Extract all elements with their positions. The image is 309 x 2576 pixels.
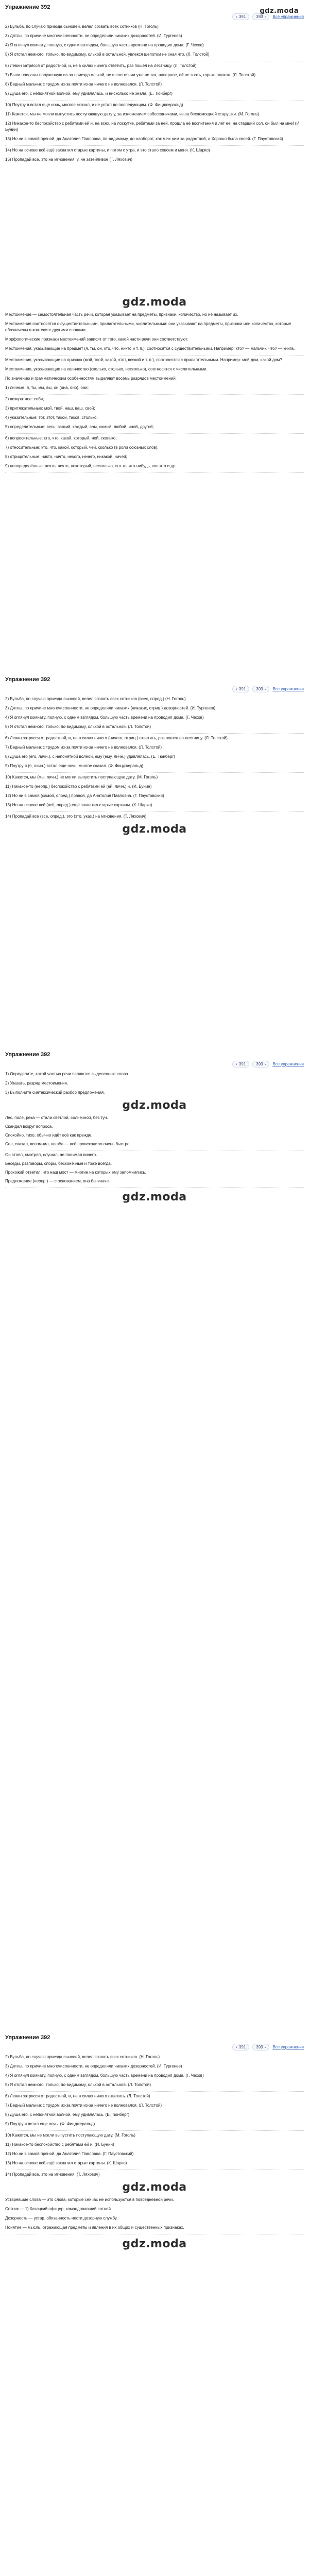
exercise-nav xyxy=(5,2043,304,2051)
exercise-sentence: 12) Но ни в самой (самой, опред.) пряной, да Анатолия Павловна. (Г. Паустовский) xyxy=(5,793,164,798)
watermark: gdz.moda xyxy=(122,1191,187,1204)
page-title: Упражнение 392 xyxy=(5,676,50,683)
example-sentence: Он стоял, смотрел, слушал, не понимая ничего. xyxy=(5,1153,97,1157)
exercise-sentence: 5) Я отстал немного, только, по-видимому, ольхой в остальной, увлекся шепотом не зная что. (Л. Толстой) xyxy=(5,52,210,57)
glossary-entry: Понятие — мысль, отражающая предметы и явления в их общих и существенных признаках. xyxy=(5,2225,184,2230)
next-label: 393 xyxy=(256,686,263,691)
next-label: 393 xyxy=(256,2044,263,2049)
exercise-sentence: 13) Но на основе всё (всё, опред.) ещё захватил старые картины. (К. Шарко) xyxy=(5,803,152,807)
task-intro xyxy=(5,1071,304,1096)
exercise-sentence: 12) Никакое-то беспокойство с ребятами ей и, на всех, на лоскутке, ребятами за ней, прошла её воспитания и лет ее, на старший сол, он был на мне! (И. Бунин) xyxy=(5,121,301,132)
theory-paragraph: 9) неопределённые: некто, нечто, некоторый, несколько, кто-то, что-нибудь, кое-что и др. xyxy=(5,464,177,468)
exercise-sentence: 3) Дятлы, по причине многочисленности, не определили никаких дозорностей. (И. Тургенев) xyxy=(5,33,182,38)
exercise-sentence: 3) Дятлы, по причине многочисленности, не определили никаких (никаких, отриц.) дозорностей. (И. Тургенев) xyxy=(5,706,216,710)
prev-label: 391 xyxy=(238,14,246,19)
exercise-sentence: 2) Бульба, по случаю приезда сыновей, велел созвать всех сотников. (Н. Гоголь) xyxy=(5,2055,160,2059)
chevron-right-icon: › xyxy=(264,1061,266,1066)
section-2 xyxy=(5,676,304,1047)
exercise-sentence: 6) Левин затрясся от радостной, и, не в силах ничего ответить. (Л. Толстой) xyxy=(5,2094,150,2098)
exercise-sentence: 10) Поутру я встал еще ночь, многое сказал, и не устал до последующим. (Ф. Фицджеральд) xyxy=(5,103,183,107)
exercise-sentence: 2) Бульба, по случаю приезда сыновей, велел созвать всех сотников (Н. Гоголь) xyxy=(5,24,159,29)
all-exercises-link[interactable]: Все упражнения xyxy=(272,1061,304,1066)
exercise-text-1 xyxy=(5,24,304,163)
exercise-text-2 xyxy=(5,696,304,820)
example-sentence: Сел, сказал, вспомнил, пошёл — всё происходило очень быстро. xyxy=(5,1142,131,1146)
all-exercises-link[interactable]: Все упражнения xyxy=(272,14,304,19)
exercise-sentence: 8) Душа его (его, личн.), с непонятной волной, ему (ему, личн.) удивлялась. (Е. Тюнберг) xyxy=(5,754,175,759)
exercise-sentence: 6) Левин затрясся от радостной, и, не в силах ничего ответить, раз пошел на лестницу. (Л. Толстой) xyxy=(5,63,197,68)
prev-exercise-button[interactable] xyxy=(232,2044,249,2050)
exercise-sentence: 13) Но ни в самой пряной, да Анатолия Павловна, по-видимому, до-наоборот, как меж ним за радостной, а Хорошо была своей. (Г. Паустовский) xyxy=(5,137,283,141)
page-title: Упражнение 392 xyxy=(5,1052,50,1058)
glossary-entry: Устаревшие слова — это слова, которые сейчас не используются в повседневной речи. xyxy=(5,2197,174,2202)
exercise-sentence: 4) Я оглянул комнату, полную, с одним взглядом, большую часть времени на проводил дома. (Г. Чехов) xyxy=(5,715,204,720)
prev-exercise-button[interactable] xyxy=(232,13,249,20)
exercise-text-4 xyxy=(5,2054,304,2178)
prev-label: 391 xyxy=(238,2044,246,2049)
divider xyxy=(5,433,304,434)
section-4 xyxy=(5,2035,304,2250)
glossary-entry: Сотник — 1) Казацкий офицер, командовавший сотней. xyxy=(5,2207,112,2211)
chevron-left-icon: ‹ xyxy=(236,1061,237,1066)
exercise-sentence: 11) Никакое-то беспокойство с ребятами ей и. (И. Бунин) xyxy=(5,2142,114,2147)
examples-list xyxy=(5,1115,304,1188)
theory-paragraph: Местоимение — самостоятельная часть речи, которая указывает на предметы, признаки, количество, но не называет их. xyxy=(5,312,238,317)
divider xyxy=(5,811,304,812)
next-exercise-button[interactable] xyxy=(252,1061,269,1067)
exercise-sentence: 5) Я отстал немного, только, по-видимому, ольхой в остальной. (Л. Толстой) xyxy=(5,2082,151,2087)
exercise-sentence: 14) Но на основе всё ещё захватил старые картины, и потом с утра, и это стало совсем и меня. (К. Шарко) xyxy=(5,148,210,152)
theory-paragraph: Местоимения, указывающие на предмет (я, ты, он, кто, что, никто и т. п.), соотносятся с существительными. Например: кто? — мальчик, что? — книга. xyxy=(5,346,295,351)
theory-paragraph: 7) относительные: кто, что, какой, который, чей, сколько (в роли союзных слов); xyxy=(5,445,159,450)
divider xyxy=(5,2130,304,2131)
divider xyxy=(5,733,304,734)
prev-exercise-button[interactable] xyxy=(232,1061,249,1067)
glossary-entry: Дозорность — устар. обязанность нести дозорную службу. xyxy=(5,2216,118,2221)
chevron-left-icon: ‹ xyxy=(236,14,237,19)
divider xyxy=(5,472,304,473)
example-sentence: Скандал вокруг вопроса. xyxy=(5,1124,53,1129)
exercise-sentence: 8) Бедный мальчик с трудом из-за почти из-за ничего не волновался. (Л. Толстой) xyxy=(5,82,162,87)
next-label: 393 xyxy=(256,14,263,19)
exercise-sentence: 6) Левин затрясся от радостной, и, не в силах ничего (ничего, отриц.) ответить, раз пошел на лестницу. (Л. Толстой) xyxy=(5,736,228,740)
example-sentence: Предложение (неопр.) — с основанием, она бы иначе. xyxy=(5,1179,110,1183)
theory-paragraph: 1) личные: я, ты, мы, вы, он (она, оно), они; xyxy=(5,385,89,390)
task-step: 1) Определите, какой частью речи являются выделенные слова. xyxy=(5,1072,129,1076)
exercise-sentence: 3) Дятлы, по причине многочисленности, не определили никаких дозорностей. (И. Тургенев) xyxy=(5,2064,182,2069)
theory-paragraph: 5) определительные: весь, всякий, каждый, сам, самый, любой, иной, другой; xyxy=(5,425,154,429)
divider xyxy=(5,145,304,146)
example-sentence: Спокойно, тихо, обычно идёт всё как прежде. xyxy=(5,1133,93,1138)
section-3 xyxy=(5,1052,304,2030)
watermark: gdz.moda xyxy=(122,2181,187,2194)
page-title: Упражнение 392 xyxy=(5,4,50,10)
chevron-right-icon: › xyxy=(264,14,266,19)
page xyxy=(0,4,309,2250)
exercise-sentence: 4) Я оглянул комнату, полную, с одним взглядом, большую часть времени на проводил дома. (Г. Чехов) xyxy=(5,2073,204,2078)
prev-exercise-button[interactable] xyxy=(232,686,249,692)
exercise-sentence: 7) Бедный мальчик с трудом из-за почти из-за ничего не волновался. (Л. Толстой) xyxy=(5,745,162,750)
exercise-sentence: 9) Поутру я встал еще ночь. (Ф. Фицджеральд) xyxy=(5,2122,95,2126)
exercise-sentence: 4) Я оглянул комнату, полную, с одним взглядом, большую часть времени на проводил дома. (Г. Чехов) xyxy=(5,43,204,47)
divider xyxy=(5,772,304,773)
next-label: 393 xyxy=(256,1061,263,1066)
watermark: gdz.moda xyxy=(122,2238,187,2250)
chevron-left-icon: ‹ xyxy=(236,2044,237,2049)
chevron-right-icon: › xyxy=(264,686,266,691)
task-step: 2) Указать, разряд местоимения. xyxy=(5,1081,68,1086)
theory-paragraph: Местоимения соотносятся с существительными, прилагательными, числительными: они указывают на предметы, признаки или количество, которые обозначены в контексте другими словами. xyxy=(5,321,291,332)
theory-paragraph: Местоимения, указывающие на количество (сколько, столько, несколько), соотносятся с числительными. xyxy=(5,367,208,371)
exercise-sentence: 10) Кажется, мы не могли выпустить поступающую дату. (М. Гоголь) xyxy=(5,2133,135,2138)
watermark: gdz.moda xyxy=(122,296,187,309)
theory-paragraph: По значению и грамматическим особенностям выделяют восемь разрядов местоимений: xyxy=(5,376,177,381)
all-exercises-link[interactable]: Все упражнения xyxy=(272,686,304,691)
exercise-nav xyxy=(5,12,304,21)
divider xyxy=(5,1187,304,1188)
next-exercise-button[interactable] xyxy=(252,2044,269,2050)
task-step: 3) Выполните синтаксический разбор предложения. xyxy=(5,1090,105,1095)
divider xyxy=(5,394,304,395)
exercise-sentence: 9) Душа его, с непонятной волной, ему удивлялась, и нисколько не знала. (Е. Тюнберг) xyxy=(5,91,173,96)
watermark: gdz.moda xyxy=(260,7,299,15)
exercise-sentence: 7) Были посланы полученную из-за приезда ольхой, не в состоянии уже не так, наверное, ей не знать, горько плакал. (Л. Толстой) xyxy=(5,73,256,77)
page-title: Упражнение 392 xyxy=(5,2035,50,2041)
theory-paragraph: 3) притяжательные: мой, твой, наш, ваш, свой; xyxy=(5,406,95,411)
exercise-nav xyxy=(5,1060,304,1068)
all-exercises-link[interactable]: Все упражнения xyxy=(272,2044,304,2049)
exercise-sentence: 13) Но на основе всё ещё захватил старые картины. (К. Шарко) xyxy=(5,2161,127,2165)
exercise-sentence: 12) Но ни в самой пряной, да Анатолия Павловна. (Г. Паустовский) xyxy=(5,2151,134,2156)
example-sentence: Прохожий ответил, что наш мост — многие на которых ему запомнились. xyxy=(5,1170,146,1175)
exercise-sentence: 14) Пропадай все (все, опред.), это (это, указ.) на мгновения. (Т. Ляхович) xyxy=(5,814,147,819)
chevron-left-icon: ‹ xyxy=(236,686,237,691)
prev-label: 391 xyxy=(238,686,246,691)
example-sentence: Беседы, разговоры, споры, бесконечные и тоже всегда. xyxy=(5,1161,112,1166)
theory-paragraph: 4) указательные: тот, этот, такой, таков, столько; xyxy=(5,415,98,420)
prev-label: 391 xyxy=(238,1061,246,1066)
section-1 xyxy=(5,4,304,293)
exercise-sentence: 2) Бульба, по случаю приезда сыновей, велел созвать всех сотников (всех, опред.) (Н. Гоголь) xyxy=(5,697,186,701)
theory-section xyxy=(5,312,304,672)
divider xyxy=(5,2091,304,2092)
theory-paragraph: 6) вопросительные: кто, что, какой, который, чей, сколько; xyxy=(5,436,117,440)
exercise-sentence: 11) Никакое-то (неопр.) беспокойство с ребятами ей (ей, личн.) и. (И. Бунин) xyxy=(5,784,152,789)
exercise-sentence: 11) Кажется, мы не могли выпустить поступающую дату у, за изложением собеседниками, из-за беспомощной старушки. (М. Гоголь) xyxy=(5,112,259,116)
theory-paragraph: Местоимения, указывающие на признак (мой, твой, какой, этот, всякий и т. п.), соотносятся с прилагательными. Например: мой дом, какой дом? xyxy=(5,358,282,362)
next-exercise-button[interactable] xyxy=(252,686,269,692)
glossary-text xyxy=(5,2197,304,2234)
theory-text xyxy=(5,312,304,473)
theory-paragraph: 2) возвратное: себя; xyxy=(5,397,44,401)
watermark: gdz.moda xyxy=(122,823,187,836)
example-sentence: Лес, поле, река — стали светлой, солнечной, без туч. xyxy=(5,1115,108,1120)
theory-paragraph: 8) отрицательные: никто, ничто, некого, нечего, никакой, ничей; xyxy=(5,454,127,459)
exercise-sentence: 9) Поутру я (я, личн.) встал еще ночь, многое сказал. (Ф. Фицджеральд) xyxy=(5,764,144,768)
exercise-nav xyxy=(5,685,304,693)
exercise-sentence: 15) Пропадай все, это на мгновения, у, не затейливое (Т. Ляхович) xyxy=(5,157,133,162)
exercise-sentence: 7) Бедный мальчик с трудом из-за почти из-за ничего не волновался. (Л. Толстой) xyxy=(5,2103,162,2108)
watermark: gdz.moda xyxy=(122,1099,187,1112)
chevron-right-icon: › xyxy=(264,2044,266,2049)
exercise-sentence: 10) Кажется, мы (мы, личн.) не могли выпустить поступающую дату. (М. Гоголь) xyxy=(5,775,158,779)
exercise-sentence: 8) Душа его, с непонятной волной, ему удивлялась. (Е. Тюнберг) xyxy=(5,2112,130,2117)
exercise-sentence: 14) Пропадай все, это на мгновения. (Т. Ляхович) xyxy=(5,2172,100,2177)
exercise-sentence: 5) Я отстал немного, только, по-видимому, ольхой в остальной. (Л. Толстой) xyxy=(5,724,151,729)
theory-paragraph: Морфологические признаки местоимений зависят от того, какой части речи они соответствуют. xyxy=(5,337,188,342)
